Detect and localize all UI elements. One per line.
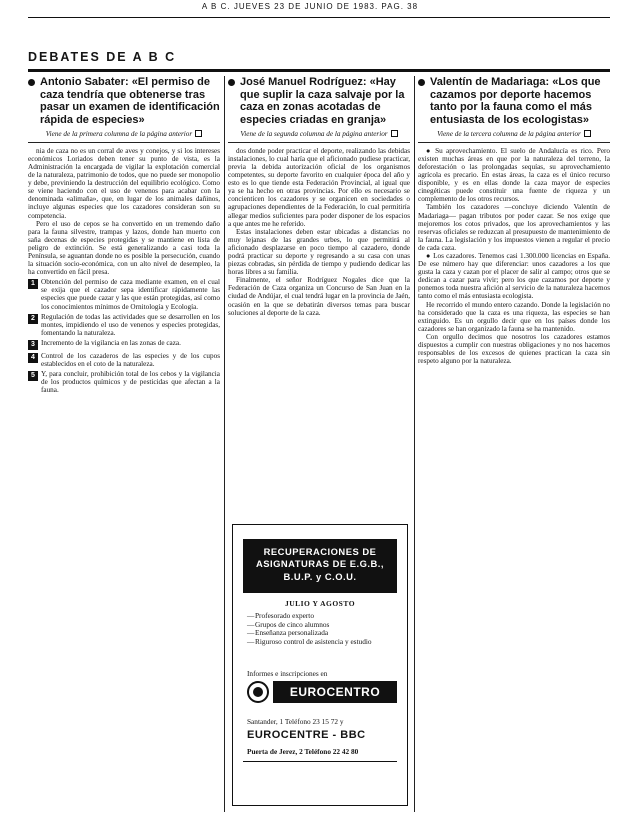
running-head: A B C. JUEVES 23 DE JUNIO DE 1983. PAG. 38 [201, 2, 419, 11]
bullet-icon [228, 79, 235, 86]
headline-quote: «Hay que suplir la caza salvaje por la caza en zonas acotadas de especies criadas en granja» [240, 76, 405, 126]
divider [28, 142, 220, 143]
continued-note: Viene de la tercera columna de la página anterior [418, 130, 610, 138]
eurocentro-logo-icon [247, 681, 269, 703]
square-icon [391, 130, 398, 137]
headline [418, 76, 610, 126]
number-badge: 2 [28, 314, 38, 324]
column-madariaga [418, 76, 610, 365]
column-sabater [28, 76, 220, 394]
ad-feature: — Grupos de cinco alumnos [247, 621, 397, 630]
ad-brand-secondary: EUROCENTRE - BBC [247, 729, 366, 741]
continued-note: Viene de la segunda columna de la página anterior [228, 130, 410, 138]
eurocentro-advertisement [232, 524, 408, 806]
paragraph: He recorrido el mundo entero cazando. Donde la legislación no ha considerado que la caza es una riqueza, las especies se han extinguido. Es un orgullo decir que en los países donde los cazadores se han organizado la fauna se ha mantenido. [418, 300, 610, 333]
article-body [418, 147, 610, 366]
column-divider [224, 76, 225, 812]
section-rule [28, 69, 610, 72]
square-icon [584, 130, 591, 137]
number-badge: 3 [28, 340, 38, 350]
paragraph: dos donde poder practicar el deporte, realizando las debidas instalaciones, lo cual haría que el aficionado pudiese practicar, previa la debida autorización oficial de los organismos competentes, su deporte favorito en cualquier época del año y esto es lo que tiende esta Federación Provincial, al igual que ya se ha hecho en otras provincias. Por ello es necesario se concienticen los cazadores y se organicen en sociedades o agrupaciones dependientes de la Federación, lo cual permitiría allegar medios suficientes para poder disponer de los espacios a que antes me he referido. [228, 146, 410, 228]
divider [228, 142, 410, 143]
divider [418, 142, 610, 143]
author-name: José Manuel Rodríguez: [240, 76, 367, 88]
author-name: Antonio Sabater: [40, 76, 129, 88]
ad-logo [247, 681, 397, 707]
paragraph: Pero el uso de cepos se ha convertido en un tremendo daño para la fauna silvestre, trampas y lazos, donde han muerto con saña decenas de especies protegidas y se mantiene en lista de peligro de extinción. Se está generalizando a casi toda la Península, se aguantan donde no es posible la persecución, cuando la situación socio-económica, con un alto nivel de desempleo, la ha convertido en fácil presa. [28, 219, 220, 277]
headline-quote: «El permiso de caza tendría que obtenerse tras pasar un examen de identificación rápida de especies» [40, 76, 220, 126]
list-item-text: Incremento de la vigilancia en las zonas de caza. [41, 338, 181, 347]
ad-address: Puerta de Jerez, 2 Teléfono 22 42 80 [247, 747, 359, 756]
article-body [28, 147, 220, 277]
paragraph: Con orgullo decimos que nosotros los cazadores estamos dispuestos a cumplir con nuestras obligaciones y no nos hacemos responsables de los excesos de quienes practican la caza sin respeto alguno por la naturaleza. [418, 332, 610, 366]
list-item [28, 370, 220, 394]
column-rodriguez [228, 76, 410, 317]
list-item [28, 278, 220, 310]
paragraph: Estas instalaciones deben estar ubicadas a distancias no muy lejanas de las grandes urbes, lo que permitirá al aficionado desplazarse en poco tiempo al cazadero, donde podrá practicar su deporte y regresando a su casa con unas piezas cobradas, sin pérdida de tiempo y pudiendo dedicar las horas libres a su familia. [228, 227, 410, 277]
list-item-text: Control de los cazaderos de las especies y de los cupos establecidos en el coto de la naturaleza. [41, 351, 220, 369]
ad-brand: EUROCENTRO [273, 681, 397, 703]
ad-headline: RECUPERACIONES DE ASIGNATURAS DE E.G.B., B.U.P. y C.O.U. [243, 539, 397, 593]
divider [243, 761, 397, 762]
list-item [28, 339, 220, 350]
paragraph: ● Su aprovechamiento. El suelo de Andalucía es rico. Pero existen muchas áreas en que por la naturaleza del terreno, la deforestación o las prolongadas sequías, su aprovechamiento agrícola es precario. En estas áreas, la caza es el único recurso disponible, y es en ellas donde la caza mayor de especies cinegéticas puede constituir una fuente de riqueza y un complemento de los otros recursos. [418, 146, 610, 204]
ad-feature: — Riguroso control de asistencia y estudio [247, 638, 397, 647]
ad-feature: — Enseñanza personalizada [247, 629, 397, 638]
header-rule [28, 17, 610, 18]
paragraph: También los cazadores —concluye diciendo Valentín de Madariaga— pagan tributos por poder cazar. Se nos exige que mejoremos los cotos privados, que los aprovechamientos y las reservas oficiales se reduzcan al presupuesto de mantenimiento de la fauna. La legislación y los impuestos vienen a regular el precio de cada caza. [418, 203, 610, 252]
list-item [28, 313, 220, 337]
number-badge: 5 [28, 371, 38, 381]
ad-feature-list [247, 612, 397, 646]
headline-quote: «Los que cazamos por deporte hacemos tanto por la fauna como el más entusiasta de los ecologistas» [430, 76, 601, 126]
paragraph: nia de caza no es un corral de aves y conejos, y si los intereses económicos Loriados deben tener su punto de vista, es la Administración la encargada de vigilar la explotación comercial de la naturaleza, patrimonio de todos, que no puede ser monopolio y debe, previniendo la destrucción del equilibrio ecológico. Como se viene haciendo con el uso de venenos para acabar con la denominada «alimaña», que, en lugar de los animales dañinos, incluye algunas especies que los cazadores consideran son su competencia. [28, 146, 220, 220]
ad-city-line: Santander, 1 Teléfono 23 15 72 y [247, 717, 344, 726]
list-item [28, 352, 220, 368]
number-badge: 1 [28, 279, 38, 289]
article-body [228, 147, 410, 317]
list-item-text: Y, para concluir, prohibición total de los cebos y la vigilancia de los productos químicos y de pesticidas que afectan a la fauna. [41, 370, 220, 395]
column-divider [414, 76, 415, 812]
number-badge: 4 [28, 353, 38, 363]
ad-feature: — Profesorado experto [247, 612, 397, 621]
headline [28, 76, 220, 126]
list-item-text: Obtención del permiso de caza mediante examen, en el cual se exija que el cazador sepa identificar rápidamente las especies que puede cazar y las que están protegidas, así como los conocimientos mínimos de Ornitología y Ecología. [41, 278, 220, 311]
continued-note: Viene de la primera columna de la página anterior [28, 130, 220, 138]
headline [228, 76, 410, 126]
bullet-icon [28, 79, 35, 86]
list-item-text: Regulación de todas las actividades que se desarrollen en los montes, impidiendo el uso de venenos y especies protegidas, fomentando la naturaleza. [41, 312, 220, 337]
author-name: Valentín de Madariaga: [430, 76, 550, 88]
square-icon [195, 130, 202, 137]
ad-months: JULIO Y AGOSTO [284, 599, 356, 608]
section-title: DEBATES DE A B C [28, 50, 177, 64]
bullet-icon [418, 79, 425, 86]
paragraph: ● Los cazadores. Tenemos casi 1.300.000 licencias en España. De ese número hay que diferenciar: unos cazadores a los que gusta la caza y cazan por el placer de salir al campo; otros que se dedican a cazar para vivir; pero los que cazamos por deporte y ponemos toda nuestra afición al servicio de la naturaleza hacemos tanto como el más entusiasta ecologista. [418, 252, 610, 301]
ad-info: Informes e inscripciones en [247, 669, 328, 678]
paragraph: Finalmente, el señor Rodríguez Nogales dice que la Federación de Caza organiza un Concurso de San Juan en la ciudad de Andújar, el cual tendrá lugar en la provincia de Jaén, ocasión en la que se debatirán diversos temas para buscar soluciones al deporte de la caza. [228, 276, 410, 317]
